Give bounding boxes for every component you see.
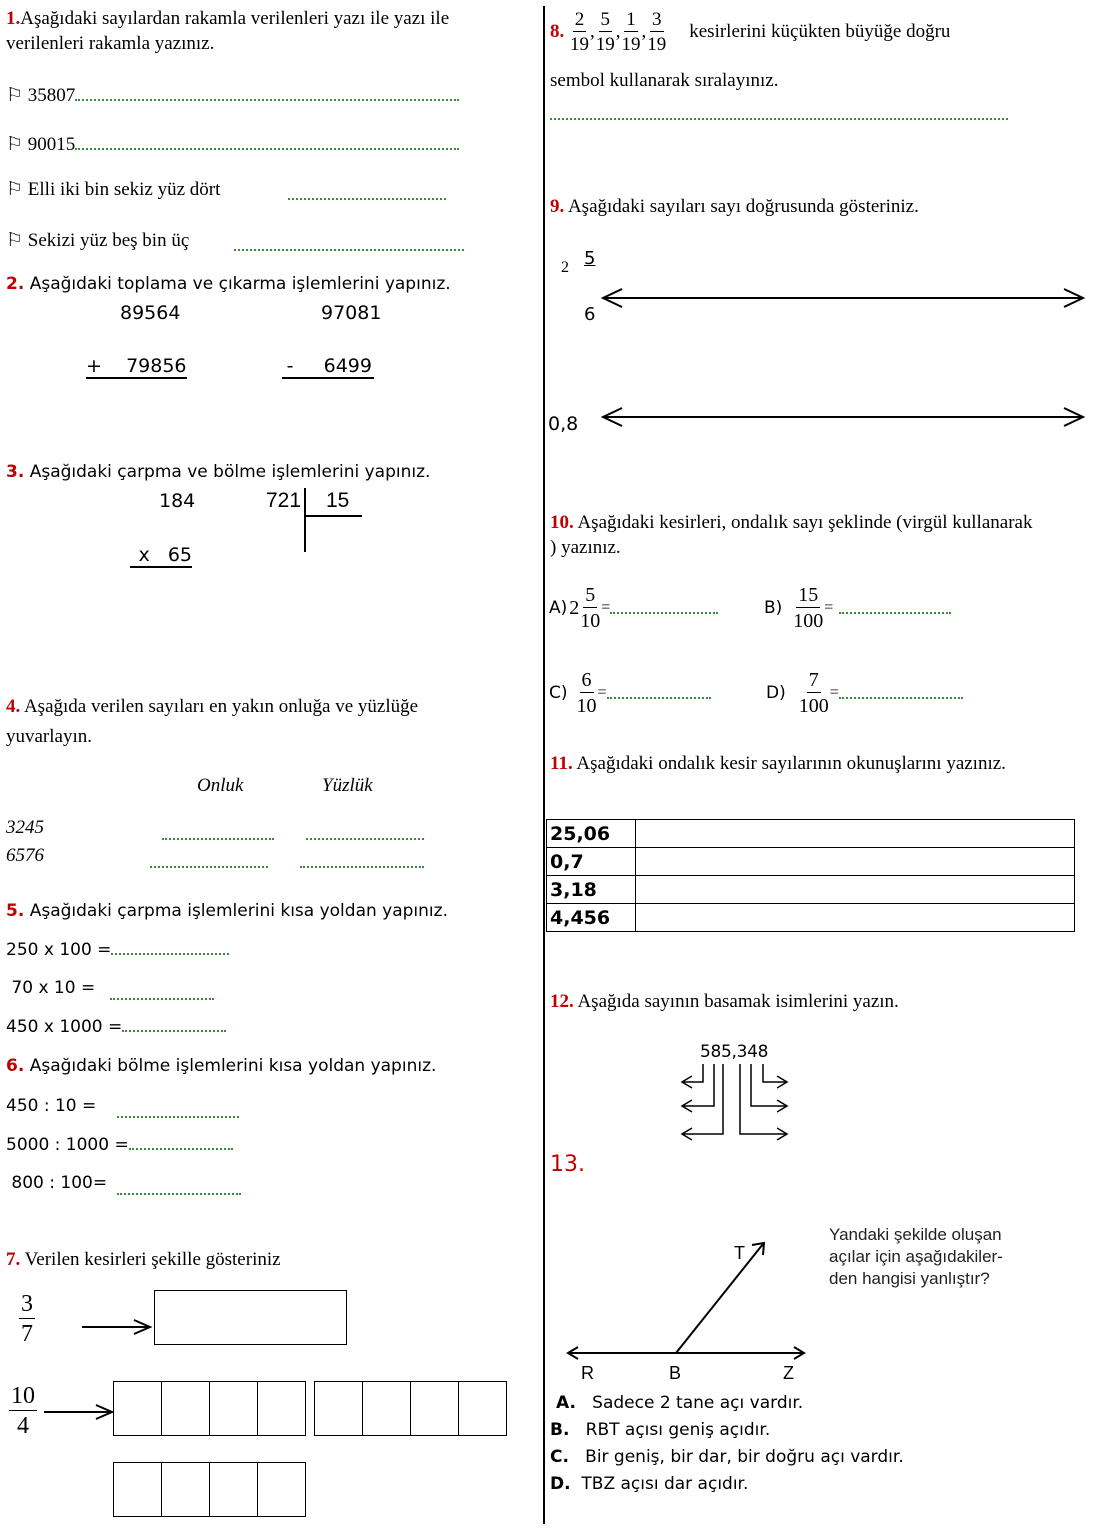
q7-text: Verilen kesirleri şekille gösteriniz: [24, 1249, 281, 1270]
q2-text: Aşağıdaki toplama ve çıkarma işlemlerini yapınız.: [29, 274, 451, 294]
decimal-label: 0,8: [548, 413, 579, 435]
decimal-reading-table: [546, 819, 1075, 932]
q4-text-line1: Aşağıda verilen sayıları en yakın onluğa ve yüzlüğe: [23, 696, 419, 717]
prompt-line: Yandaki şekilde oluşan: [829, 1225, 1002, 1244]
numerator: 3: [21, 1291, 33, 1317]
q11-text: Aşağıdaki ondalık kesir sayılarının okunuşlarını yazınız.: [576, 753, 1006, 774]
q6-text: Aşağıdaki bölme işlemlerini kısa yoldan yapınız.: [29, 1056, 437, 1076]
answer-blank[interactable]: [306, 828, 424, 840]
q3-number: 3.: [6, 462, 25, 482]
numerator: 7: [808, 669, 819, 691]
numerator: 3: [652, 9, 662, 30]
divisor: 15: [326, 489, 350, 512]
numerator: 1: [626, 9, 636, 30]
q11-number: 11.: [550, 753, 573, 774]
answer-blank[interactable]: [300, 856, 424, 868]
q5-item-1: [6, 940, 229, 960]
prompt-line: den hangisi yanlıştır?: [829, 1269, 990, 1288]
q13-number: 13.: [550, 1152, 585, 1177]
q6-item-2-label: 5000 : 1000 =: [6, 1135, 129, 1155]
mixed-numerator: 5: [584, 248, 596, 269]
q6-item-1: 450 : 10 =: [6, 1096, 97, 1116]
answer-blank[interactable]: [75, 138, 459, 150]
equals-sign: =: [597, 684, 607, 701]
q1-text-line2: verilenleri rakamla yazınız.: [6, 33, 215, 54]
denominator: 4: [17, 1413, 29, 1439]
flag-icon: ⚐: [6, 179, 24, 200]
arrow-right-icon: [82, 1320, 150, 1334]
q1-item-1-label: 35807: [27, 85, 76, 106]
answer-blank[interactable]: [839, 687, 963, 699]
reading-cell[interactable]: [636, 820, 1075, 848]
fraction-cells-row-1a[interactable]: [113, 1381, 306, 1436]
q13-options: [550, 1390, 904, 1498]
arrow-right-icon: [763, 1064, 787, 1088]
q1-text-line1: Aşağıdaki sayılardan rakamla verilenleri yazı ile yazı ile: [20, 8, 450, 29]
q10-number: 10.: [550, 512, 574, 533]
q5-item-1-label: 250 x 100 =: [6, 940, 112, 960]
q1-item-1: [6, 84, 459, 107]
place-value-arrows: [670, 1062, 800, 1147]
q1-item-4-label: Sekizi yüz beş bin üç: [27, 230, 190, 251]
option-text: TBZ açısı dar açıdır.: [581, 1474, 749, 1494]
equals-sign: =: [829, 684, 839, 701]
item-label: B): [764, 598, 783, 618]
option-letter: A.: [556, 1393, 576, 1413]
reading-cell[interactable]: [636, 904, 1075, 932]
item-label: D): [766, 683, 786, 703]
place-value-number: 585,348: [700, 1042, 769, 1062]
q5-item-3-label: 450 x 1000 =: [6, 1017, 123, 1037]
fraction-drawing-box[interactable]: [154, 1290, 347, 1345]
numerator: 2: [574, 9, 585, 30]
option-text: RBT açısı geniş açıdır.: [585, 1420, 771, 1440]
whole-part: 2: [569, 596, 580, 619]
denominator: 100: [793, 610, 824, 632]
q1-item-3: [6, 178, 220, 201]
option-d[interactable]: [550, 1471, 904, 1498]
q3-text: Aşağıdaki çarpma ve bölme işlemlerini yapınız.: [29, 462, 431, 482]
mul-top: 184: [159, 490, 196, 512]
numerator: 5: [585, 584, 596, 606]
reading-cell[interactable]: [636, 876, 1075, 904]
reading-cell[interactable]: [636, 848, 1075, 876]
number-lines: [595, 280, 1095, 430]
q1-item-3-label: Elli iki bin sekiz yüz dört: [27, 179, 221, 200]
table-row: [547, 904, 1075, 932]
denominator: 10: [576, 695, 597, 717]
label-z: Z: [783, 1363, 794, 1383]
q1-number: 1.: [6, 8, 21, 29]
equals-sign: =: [824, 599, 834, 616]
denominator: 19: [647, 34, 667, 55]
answer-blank[interactable]: [117, 1183, 241, 1195]
denominator: 19: [621, 34, 641, 55]
q10-item-c: [549, 670, 711, 716]
answer-blank[interactable]: [110, 988, 214, 1000]
prompt-line: açılar için aşağıdakiler-: [829, 1247, 1003, 1266]
sub-top: 97081: [321, 302, 382, 324]
numerator: 10: [11, 1383, 35, 1409]
q10-text-line1: Aşağıdaki kesirleri, ondalık sayı şeklinde (virgül kullanarak: [577, 512, 1033, 533]
q11-heading: [550, 753, 1006, 775]
q5-heading: [6, 901, 448, 921]
numerator: 6: [581, 669, 592, 691]
q5-number: 5.: [6, 901, 25, 921]
decimal-value: 3,18: [547, 876, 636, 904]
col-onluk: Onluk: [197, 775, 244, 796]
col-yuzluk: Yüzlük: [322, 775, 373, 796]
q2-heading: [6, 274, 451, 294]
q7-heading: [6, 1249, 281, 1271]
equals-sign: =: [601, 599, 611, 616]
arrow-left-icon: [682, 1064, 703, 1088]
q5-item-3: [6, 1017, 226, 1037]
label-r: R: [581, 1363, 594, 1383]
q8-text-line1: kesirlerini küçükten büyüğe doğru: [689, 21, 951, 42]
q5-item-2-label: 70 x 10 =: [6, 978, 96, 998]
fraction-cells-row-2[interactable]: [113, 1462, 306, 1517]
round-row-1: 3245: [6, 817, 44, 838]
q8-text-line2: sembol kullanarak sıralayınız.: [550, 70, 779, 91]
numerator: 5: [600, 9, 610, 30]
item-label: A): [549, 598, 568, 618]
ray-bt: [676, 1244, 763, 1353]
q4-text-line2: yuvarlayın.: [6, 726, 93, 747]
numerator: 15: [798, 584, 819, 606]
q4-number: 4.: [6, 696, 21, 717]
q10-item-b: [764, 585, 951, 631]
q10-text-line2: ) yazınız.: [550, 537, 621, 558]
flag-icon: ⚐: [6, 134, 24, 155]
q8-number: 8.: [550, 21, 565, 42]
denominator: 19: [570, 34, 589, 55]
number-line-2[interactable]: [603, 408, 1083, 426]
answer-blank[interactable]: [150, 856, 268, 868]
option-letter: B.: [550, 1420, 570, 1440]
dividend: 721: [266, 489, 302, 512]
answer-blank[interactable]: [550, 108, 1008, 120]
flag-icon: ⚐: [6, 85, 24, 106]
answer-blank[interactable]: [162, 828, 274, 840]
q10-item-a: [549, 585, 718, 631]
q9-heading: [550, 196, 919, 218]
q12-number: 12.: [550, 991, 574, 1012]
label-b: B: [669, 1363, 682, 1383]
table-row: [547, 876, 1075, 904]
fraction-cells-row-1b[interactable]: [314, 1381, 507, 1436]
q1-item-2: [6, 133, 459, 156]
q12-text: Aşağıda sayının basamak isimlerini yazın.: [577, 991, 899, 1012]
q6-heading: [6, 1056, 436, 1076]
q10-heading: [550, 512, 1032, 534]
q4-heading: [6, 696, 418, 718]
answer-blank[interactable]: [75, 89, 459, 101]
flag-icon: ⚐: [6, 230, 24, 251]
option-c[interactable]: [550, 1444, 904, 1471]
answer-blank[interactable]: [122, 1020, 226, 1032]
add-top: 89564: [120, 302, 181, 324]
answer-blank[interactable]: [610, 602, 718, 614]
option-letter: C.: [550, 1447, 569, 1467]
decimal-value: 4,456: [547, 904, 636, 932]
q3-heading: [6, 462, 430, 482]
q12-heading: [550, 991, 899, 1013]
q1-item-2-label: 90015: [27, 134, 76, 155]
answer-blank[interactable]: [234, 239, 464, 251]
q5-item-2: [6, 978, 95, 998]
denominator: 10: [580, 610, 601, 632]
column-divider: [543, 6, 545, 1524]
denominator: 100: [798, 695, 829, 717]
q6-item-3: 800 : 100=: [6, 1173, 108, 1193]
mul-bottom: x 65: [130, 544, 192, 568]
arrow-left-icon: [682, 1064, 714, 1112]
q6-item-2: [6, 1135, 233, 1155]
q10-item-d: [766, 670, 963, 716]
q8-heading: 8. $\frac{2}{19}$ , $\frac{5}{19}$ , $\frac{1}{19}$ , $\frac{3}{19}$ kesirlerini küçükten büyüğe doğru: [550, 9, 951, 55]
q7-number: 7.: [6, 1249, 21, 1270]
decimal-value: 0,7: [547, 848, 636, 876]
q2-number: 2.: [6, 274, 25, 294]
option-letter: D.: [550, 1474, 571, 1494]
round-row-2: 6576: [6, 845, 44, 866]
angle-figure: [560, 1235, 820, 1390]
number-line-1[interactable]: [603, 289, 1083, 307]
label-t: T: [734, 1243, 745, 1263]
q9-text: Aşağıdaki sayıları sayı doğrusunda gösteriniz.: [567, 196, 919, 217]
option-b[interactable]: [550, 1417, 904, 1444]
answer-blank[interactable]: [288, 188, 446, 200]
denominator: 19: [595, 34, 615, 55]
division-horizontal-line: [304, 515, 362, 517]
answer-blank[interactable]: [117, 1106, 239, 1118]
table-row: [547, 820, 1075, 848]
sub-bottom: - 6499: [282, 355, 374, 379]
q5-text: Aşağıdaki çarpma işlemlerini kısa yoldan yapınız.: [29, 901, 448, 921]
add-bottom: + 79856: [86, 355, 187, 377]
arrow-right-icon: [751, 1064, 787, 1112]
option-a[interactable]: [556, 1390, 904, 1417]
answer-blank[interactable]: [839, 602, 951, 614]
answer-blank[interactable]: [607, 687, 711, 699]
item-label: C): [549, 683, 568, 703]
option-text: Bir geniş, bir dar, bir doğru açı vardır.: [585, 1447, 904, 1467]
q6-number: 6.: [6, 1056, 25, 1076]
division-vertical-line: [304, 488, 306, 552]
answer-blank[interactable]: [129, 1138, 233, 1150]
denominator: 7: [21, 1321, 33, 1347]
mixed-denominator: 6: [584, 304, 596, 325]
table-row: [547, 848, 1075, 876]
q1-heading: [6, 8, 449, 30]
q1-item-4: [6, 229, 189, 252]
q13-prompt: [829, 1224, 1003, 1290]
option-text: Sadece 2 tane açı vardır.: [592, 1393, 804, 1413]
mixed-whole: 2: [561, 259, 569, 276]
decimal-value: 25,06: [547, 820, 636, 848]
q9-number: 9.: [550, 196, 565, 217]
arrow-right-icon: [44, 1405, 112, 1419]
answer-blank[interactable]: [111, 943, 229, 955]
